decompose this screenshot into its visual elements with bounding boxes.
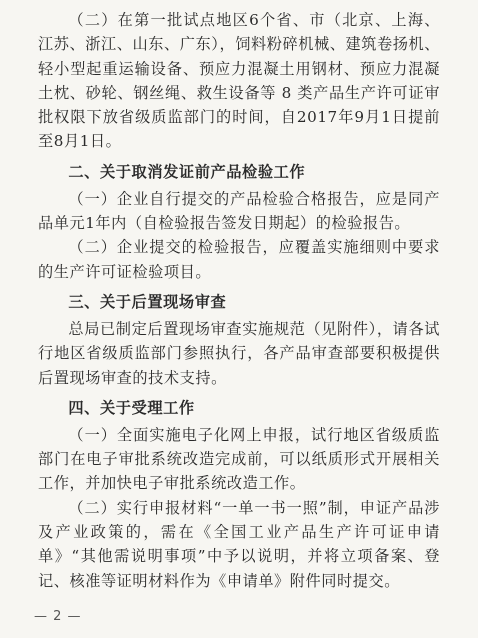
page-number: — 2 — [34, 609, 82, 624]
paragraph-filing-materials: （二）实行申报材料“一单一书一照”制，申证产品涉及产业政策的，需在《全国工业产品生产许可证申请单》“其他需说明事项”中予以说明，并将立项备案、登记、核准等证明材料作为《申请单》附件同时提交。 [38, 498, 440, 590]
paragraph-pilot-regions: （二）在第一批试点地区6个省、市（北京、上海、江苏、浙江、山东、广东），饲料粉碎机械、建筑卷扬机、轻小型起重运输设备、预应力混凝土用钢材、预应力混凝土枕、砂轮、钢丝绳、救生设备等 8 类产品生产许可证审批权限下放省级质监部门的时间，自2017年9月1日提前至8月1日。 [38, 11, 440, 151]
paragraph-self-report: （一）企业自行提交的产品检验合格报告，应是同产品单元1年内（自检验报告签发日期起）的检验报告。 [38, 189, 440, 233]
paragraph-review-spec: 总局已制定后置现场审查实施规范（见附件），请各试行地区省级质监部门参照执行，各产品审查部要积极提供后置现场审查的技术支持。 [38, 319, 440, 387]
heading-cancel-inspection: 二、关于取消发证前产品检验工作 [68, 162, 306, 181]
heading-acceptance: 四、关于受理工作 [68, 398, 195, 417]
paragraph-report-coverage: （二）企业提交的检验报告，应覆盖实施细则中要求的生产许可证检验项目。 [38, 238, 440, 281]
heading-onsite-review: 三、关于后置现场审查 [68, 292, 227, 311]
paragraph-online-filing: （一）全面实施电子化网上申报，试行地区省级质监部门在电子审批系统改造完成前，可以纸质形式开展相关工作，并加快电子审批系统改造工作。 [38, 425, 440, 493]
